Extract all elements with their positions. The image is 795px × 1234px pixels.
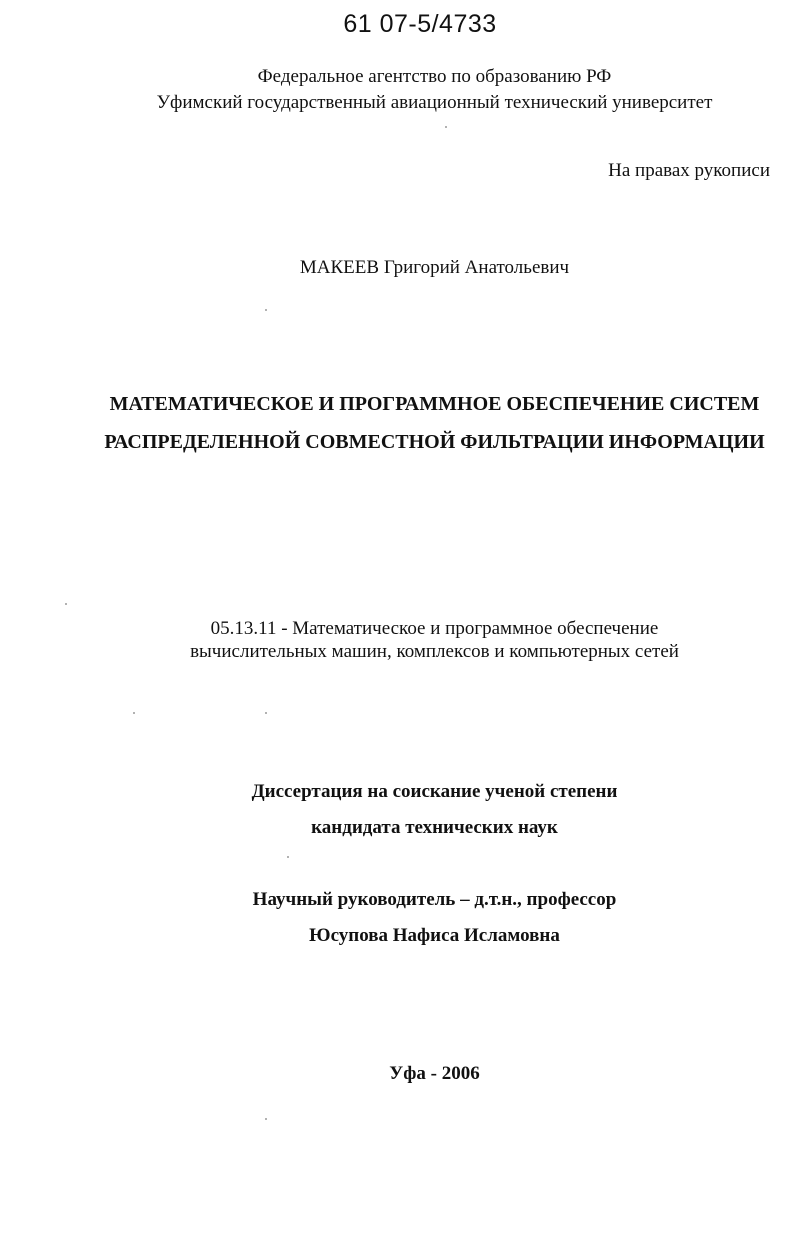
- specialty-line-2: вычислительных машин, комплексов и компьютерных сетей: [190, 641, 679, 662]
- archive-stamp-number: 61 07-5/4733: [343, 10, 497, 38]
- organization-header: [37, 64, 795, 116]
- university-name: Уфимский государственный авиационный технический университет: [156, 92, 713, 113]
- dissertation-title: [37, 385, 795, 461]
- author-name: МАКЕЕВ Григорий Анатольевич: [299, 257, 570, 278]
- city-year: Уфа - 2006: [389, 1063, 480, 1084]
- scan-speck: [133, 712, 135, 714]
- scan-speck: [445, 126, 447, 128]
- scan-speck: [265, 309, 267, 311]
- supervisor-name: Юсупова Нафиса Исламовна: [309, 925, 560, 946]
- manuscript-rights-note: На правах рукописи: [608, 160, 770, 181]
- title-line-2: РАСПРЕДЕЛЕННОЙ СОВМЕСТНОЙ ФИЛЬТРАЦИИ ИНФОРМАЦИИ: [104, 431, 765, 453]
- agency-name: Федеральное агентство по образованию РФ: [257, 66, 612, 87]
- scan-speck: [265, 712, 267, 714]
- title-line-1: МАТЕМАТИЧЕСКОЕ И ПРОГРАММНОЕ ОБЕСПЕЧЕНИЕ СИСТЕМ: [109, 393, 760, 415]
- specialty-line-1: 05.13.11 - Математическое и программное обеспечение: [210, 618, 659, 639]
- supervisor-role: Научный руководитель – д.т.н., профессор: [252, 889, 617, 910]
- degree-statement: [37, 774, 795, 846]
- scientific-supervisor: [37, 882, 795, 954]
- specialty-code: [37, 617, 795, 663]
- scan-speck: [287, 856, 289, 858]
- degree-line-2: кандидата технических наук: [311, 817, 558, 838]
- scan-speck: [265, 1118, 267, 1120]
- degree-line-1: Диссертация на соискание ученой степени: [251, 781, 618, 802]
- scan-speck: [65, 603, 67, 605]
